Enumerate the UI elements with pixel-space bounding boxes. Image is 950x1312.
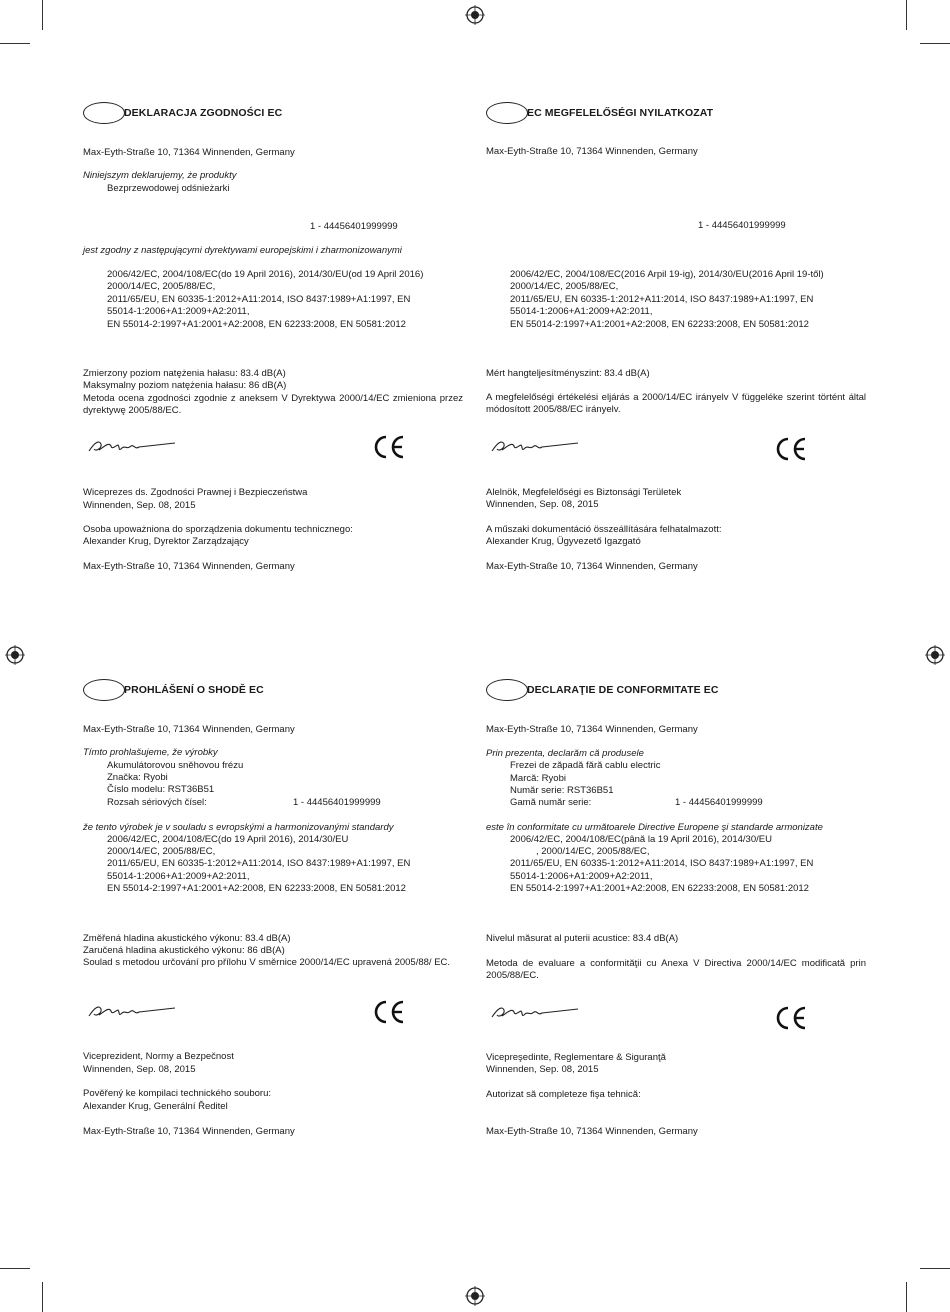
crop-mark: [920, 43, 950, 44]
directive-line: 55014-1:2006+A1:2009+A2:2011,: [107, 306, 250, 317]
serial-range: 1 - 44456401999999: [675, 797, 763, 808]
signatory-role: Alelnök, Megfelelőségi es Biztonsági Területek: [486, 487, 682, 498]
signatory-role: Viceprezident, Normy a Bezpečnost: [83, 1051, 234, 1062]
sign-date: Winnenden, Sep. 08, 2015: [83, 1064, 196, 1075]
conformity-text: že tento výrobek je v souladu s evropskými a harmonizovanými standardy: [83, 822, 394, 833]
crop-mark: [42, 1282, 43, 1312]
intro-text: Prin prezenta, declarăm că produsele: [486, 748, 644, 759]
noise-measured: Mért hangteljesítményszint: 83.4 dB(A): [486, 368, 650, 379]
sign-date: Winnenden, Sep. 08, 2015: [486, 1064, 599, 1075]
noise-guaranteed: Maksymalny poziom natężenia hałasu: 86 dB(A): [83, 380, 287, 391]
address-bottom: Max-Eyth-Straße 10, 71364 Winnenden, Germany: [486, 1126, 698, 1137]
product-name: Bezprzewodowej odśnieżarki: [107, 183, 230, 194]
noise-guaranteed: Zaručená hladina akustického výkonu: 86 dB(A): [83, 945, 285, 956]
registration-mark-icon: [5, 645, 25, 665]
assessment-method: Metoda ocena zgodności zgodnie z aneksem V Dyrektywa 2000/14/EC zmieniona przez dyrektywę 2005/88/EC.: [83, 393, 463, 417]
serial-range: 1 - 44456401999999: [310, 221, 398, 232]
signature-icon: [85, 1001, 180, 1023]
signatory-role: Vicepreşedinte, Reglementare & Siguranţă: [486, 1052, 666, 1063]
address-top: Max-Eyth-Straße 10, 71364 Winnenden, Germany: [486, 724, 698, 735]
header-oval-icon: [486, 679, 528, 701]
directive-line: EN 55014-2:1997+A1:2001+A2:2008, EN 62233:2008, EN 50581:2012: [510, 319, 809, 330]
address-top: Max-Eyth-Straße 10, 71364 Winnenden, Germany: [83, 147, 295, 158]
serial-label: Gamă număr serie:: [510, 797, 592, 808]
header-oval-icon: [486, 102, 528, 124]
section-header-hu: [486, 102, 713, 124]
section-title: DEKLARACJA ZGODNOŚCI EC: [124, 107, 283, 119]
section-header-pl: [83, 102, 282, 124]
directive-line: 55014-1:2006+A1:2009+A2:2011,: [107, 871, 250, 882]
model-number: Číslo modelu: RST36B51: [107, 784, 215, 795]
authorized-person-name: Alexander Krug, Generální Ředitel: [83, 1101, 228, 1112]
crop-mark: [0, 1268, 30, 1269]
authorized-person-label: Pověřený ke kompilaci technického souboru:: [83, 1088, 271, 1099]
signature-icon: [85, 436, 180, 458]
section-title: PROHLÁŠENÍ O SHODĚ EC: [124, 684, 264, 696]
assessment-method: A megfelelőségi értékelési eljárás a 2000/14/EC irányelv V függeléke szerint történt által módosított 2005/88/EC irányelv.: [486, 392, 866, 416]
signatory-role: Wiceprezes ds. Zgodności Prawnej i Bezpieczeństwa: [83, 487, 308, 498]
crop-mark: [42, 0, 43, 30]
directive-line: 2000/14/EC, 2005/88/EC,: [107, 846, 216, 857]
ce-mark-icon: [372, 434, 406, 460]
section-header-ro: [486, 679, 719, 701]
crop-mark: [920, 1268, 950, 1269]
noise-measured: Změřená hladina akustického výkonu: 83.4 dB(A): [83, 933, 291, 944]
authorized-person-name: Alexander Krug, Ügyvezető Igazgató: [486, 536, 641, 547]
address-bottom: Max-Eyth-Straße 10, 71364 Winnenden, Germany: [83, 1126, 295, 1137]
intro-text: Niniejszym deklarujemy, że produkty: [83, 170, 237, 181]
directive-line: , 2000/14/EC, 2005/88/EC,: [536, 846, 650, 857]
assessment-method: Metoda de evaluare a conformităţii cu Anexa V Directiva 2000/14/EC modificată prin 2005/88/EC.: [486, 958, 866, 982]
ce-mark-icon: [774, 1005, 808, 1031]
noise-measured: Nivelul măsurat al puterii acustice: 83.4 dB(A): [486, 933, 679, 944]
directive-line: 2006/42/EC, 2004/108/EC(do 19 April 2016), 2014/30/EU: [107, 834, 349, 845]
directive-line: EN 55014-2:1997+A1:2001+A2:2008, EN 62233:2008, EN 50581:2012: [107, 319, 406, 330]
registration-mark-icon: [465, 5, 485, 25]
brand: Marcă: Ryobi: [510, 773, 566, 784]
address-top: Max-Eyth-Straße 10, 71364 Winnenden, Germany: [83, 724, 295, 735]
crop-mark: [906, 1282, 907, 1312]
section-title: DECLARAŢIE DE CONFORMITATE EC: [527, 684, 719, 696]
directive-line: 2006/42/EC, 2004/108/EC(2016 Arpil 19-ig), 2014/30/EU(2016 April 19-től): [510, 269, 824, 280]
header-oval-icon: [83, 679, 125, 701]
product-name: Frezei de zăpadă fără cablu electric: [510, 760, 661, 771]
directive-line: 2011/65/EU, EN 60335-1:2012+A11:2014, ISO 8437:1989+A1:1997, EN: [107, 858, 411, 869]
product-name: Akumulátorovou sněhovou frézu: [107, 760, 244, 771]
serial-label: Rozsah sériových čísel:: [107, 797, 207, 808]
serial-range: 1 - 44456401999999: [293, 797, 381, 808]
directive-line: 2000/14/EC, 2005/88/EC,: [510, 281, 619, 292]
directive-line: 2011/65/EU, EN 60335-1:2012+A11:2014, ISO 8437:1989+A1:1997, EN: [107, 294, 411, 305]
directive-line: 2011/65/EU, EN 60335-1:2012+A11:2014, ISO 8437:1989+A1:1997, EN: [510, 294, 814, 305]
signature-icon: [488, 1002, 583, 1024]
sign-date: Winnenden, Sep. 08, 2015: [83, 500, 196, 511]
noise-measured: Zmierzony poziom natężenia hałasu: 83.4 dB(A): [83, 368, 286, 379]
authorized-person-name: Alexander Krug, Dyrektor Zarządzający: [83, 536, 249, 547]
conformity-text: este în conformitate cu următoarele Directive Europene şi standarde armonizate: [486, 822, 823, 833]
conformity-text: jest zgodny z następującymi dyrektywami europejskimi i zharmonizowanymi: [83, 245, 402, 256]
crop-mark: [0, 43, 30, 44]
directive-line: EN 55014-2:1997+A1:2001+A2:2008, EN 62233:2008, EN 50581:2012: [510, 883, 809, 894]
directive-line: 2011/65/EU, EN 60335-1:2012+A11:2014, ISO 8437:1989+A1:1997, EN: [510, 858, 814, 869]
authorized-person-label: Osoba upoważniona do sporządzenia dokumentu technicznego:: [83, 524, 353, 535]
signature-icon: [488, 436, 583, 458]
ce-mark-icon: [774, 436, 808, 462]
section-header-cz: [83, 679, 264, 701]
header-oval-icon: [83, 102, 125, 124]
authorized-person-label: A műszaki dokumentáció összeállítására felhatalmazott:: [486, 524, 722, 535]
brand: Značka: Ryobi: [107, 772, 168, 783]
authorized-person-label: Autorizat să completeze fişa tehnică:: [486, 1089, 641, 1100]
address-bottom: Max-Eyth-Straße 10, 71364 Winnenden, Germany: [83, 561, 295, 572]
directive-line: 2000/14/EC, 2005/88/EC,: [107, 281, 216, 292]
directive-line: EN 55014-2:1997+A1:2001+A2:2008, EN 62233:2008, EN 50581:2012: [107, 883, 406, 894]
intro-text: Tímto prohlašujeme, že výrobky: [83, 747, 218, 758]
directive-line: 2006/42/EC, 2004/108/EC(până la 19 April 2016), 2014/30/EU: [510, 834, 772, 845]
ce-mark-icon: [372, 999, 406, 1025]
model-number: Număr serie: RST36B51: [510, 785, 614, 796]
directive-line: 55014-1:2006+A1:2009+A2:2011,: [510, 871, 653, 882]
address-bottom: Max-Eyth-Straße 10, 71364 Winnenden, Germany: [486, 561, 698, 572]
registration-mark-icon: [925, 645, 945, 665]
serial-range: 1 - 44456401999999: [698, 220, 786, 231]
sign-date: Winnenden, Sep. 08, 2015: [486, 499, 599, 510]
crop-mark: [906, 0, 907, 30]
assessment-method: Soulad s metodou určování pro přílohu V směrnice 2000/14/EC upravená 2005/88/ EC.: [83, 957, 451, 968]
registration-mark-icon: [465, 1286, 485, 1306]
address-top: Max-Eyth-Straße 10, 71364 Winnenden, Germany: [486, 146, 698, 157]
directive-line: 2006/42/EC, 2004/108/EC(do 19 April 2016), 2014/30/EU(od 19 April 2016): [107, 269, 424, 280]
section-title: EC MEGFELELŐSÉGI NYILATKOZAT: [527, 107, 714, 119]
directive-line: 55014-1:2006+A1:2009+A2:2011,: [510, 306, 653, 317]
